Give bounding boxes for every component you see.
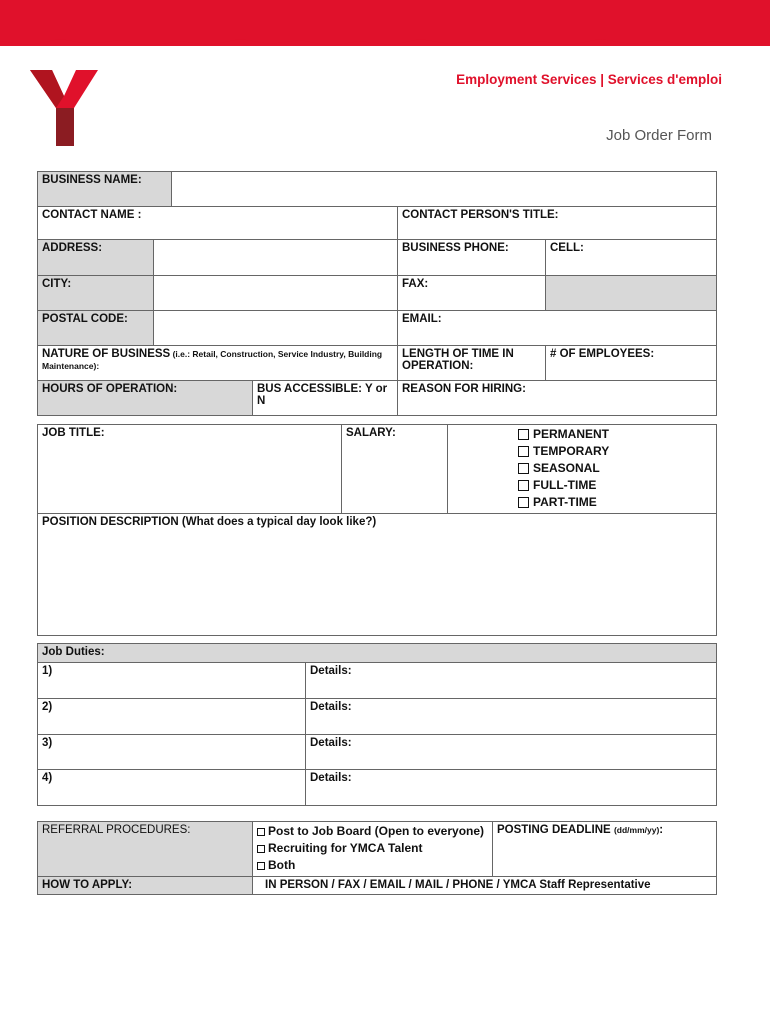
bus-accessible-field[interactable]: BUS ACCESSIBLE: Y or N: [253, 381, 398, 416]
email-field[interactable]: EMAIL:: [398, 311, 717, 346]
checkbox-icon: [518, 497, 529, 508]
duty-4-number[interactable]: 4): [38, 770, 306, 806]
ymca-logo: [28, 68, 98, 153]
postal-code-label: POSTAL CODE:: [38, 311, 154, 346]
city-field[interactable]: [154, 276, 398, 311]
city-label: CITY:: [38, 276, 154, 311]
duty-2-details[interactable]: Details:: [306, 699, 717, 735]
address-label: ADDRESS:: [38, 240, 154, 276]
temporary-checkbox[interactable]: [518, 443, 712, 460]
seasonal-label: SEASONAL: [533, 461, 600, 475]
recruiting-ymca-label: Recruiting for YMCA Talent: [268, 841, 423, 855]
page-title: Job Order Form: [606, 127, 712, 144]
reason-for-hiring-field[interactable]: REASON FOR HIRING:: [398, 381, 717, 416]
business-name-field[interactable]: [172, 172, 717, 207]
job-title-field[interactable]: JOB TITLE:: [38, 425, 342, 514]
duty-1-details[interactable]: Details:: [306, 663, 717, 699]
both-option[interactable]: [257, 857, 488, 874]
job-duties-table: [37, 643, 717, 806]
duty-4-details[interactable]: Details:: [306, 770, 717, 806]
referral-options: [253, 822, 493, 877]
contact-title-field[interactable]: CONTACT PERSON'S TITLE:: [398, 207, 717, 240]
fax-shaded-cell: [546, 276, 717, 311]
job-type-options: [448, 425, 717, 514]
business-info-table: [37, 171, 717, 416]
salary-field[interactable]: SALARY:: [342, 425, 448, 514]
checkbox-icon: [257, 828, 265, 836]
employees-field[interactable]: # OF EMPLOYEES:: [546, 346, 717, 381]
checkbox-icon: [257, 862, 265, 870]
cell-field[interactable]: CELL:: [546, 240, 717, 276]
duty-2-number[interactable]: 2): [38, 699, 306, 735]
contact-name-field[interactable]: CONTACT NAME :: [38, 207, 398, 240]
postal-code-field[interactable]: [154, 311, 398, 346]
header-banner: [0, 0, 770, 46]
job-table: [37, 424, 717, 636]
apply-methods[interactable]: IN PERSON / FAX / EMAIL / MAIL / PHONE / YMCA Staff Representative: [253, 877, 717, 895]
position-description-field[interactable]: POSITION DESCRIPTION (What does a typical day look like?): [38, 514, 717, 636]
business-name-label: BUSINESS NAME:: [38, 172, 172, 207]
post-to-job-board-option[interactable]: [257, 823, 488, 840]
deadline-format: (dd/mm/yy): [613, 825, 660, 835]
part-time-checkbox[interactable]: [518, 494, 712, 511]
duty-3-number[interactable]: 3): [38, 735, 306, 770]
duty-3-details[interactable]: Details:: [306, 735, 717, 770]
org-name: Employment Services | Services d'emploi: [456, 72, 722, 87]
checkbox-icon: [257, 845, 265, 853]
posting-deadline-label: POSTING DEADLINE: [497, 824, 611, 836]
nature-hint: (i.e.: Retail, Construction, Service Industry, Building Maintenance):: [42, 349, 383, 371]
address-field[interactable]: [154, 240, 398, 276]
permanent-label: PERMANENT: [533, 427, 610, 441]
both-label: Both: [268, 858, 296, 872]
part-time-label: PART-TIME: [533, 495, 597, 509]
job-duties-heading: Job Duties:: [38, 644, 717, 663]
posting-deadline-field[interactable]: [493, 822, 717, 877]
recruiting-ymca-option[interactable]: [257, 840, 488, 857]
how-to-apply-label: HOW TO APPLY:: [38, 877, 253, 895]
deadline-colon: :: [659, 824, 664, 836]
hours-of-operation-field[interactable]: HOURS OF OPERATION:: [38, 381, 253, 416]
post-to-job-board-label: Post to Job Board (Open to everyone): [268, 824, 485, 838]
length-of-time-field[interactable]: LENGTH OF TIME IN OPERATION:: [398, 346, 546, 381]
fax-field[interactable]: FAX:: [398, 276, 546, 311]
referral-table: [37, 821, 717, 895]
seasonal-checkbox[interactable]: [518, 460, 712, 477]
checkbox-icon: [518, 429, 529, 440]
duty-1-number[interactable]: 1): [38, 663, 306, 699]
business-phone-field[interactable]: BUSINESS PHONE:: [398, 240, 546, 276]
checkbox-icon: [518, 480, 529, 491]
nature-label: NATURE OF BUSINESS: [42, 348, 171, 360]
referral-label: REFERRAL PROCEDURES:: [38, 822, 253, 877]
checkbox-icon: [518, 446, 529, 457]
nature-of-business-field[interactable]: [38, 346, 398, 381]
checkbox-icon: [518, 463, 529, 474]
temporary-label: TEMPORARY: [533, 444, 610, 458]
full-time-checkbox[interactable]: [518, 477, 712, 494]
torn-edge: [0, 28, 770, 50]
permanent-checkbox[interactable]: [518, 426, 712, 443]
full-time-label: FULL-TIME: [533, 478, 597, 492]
